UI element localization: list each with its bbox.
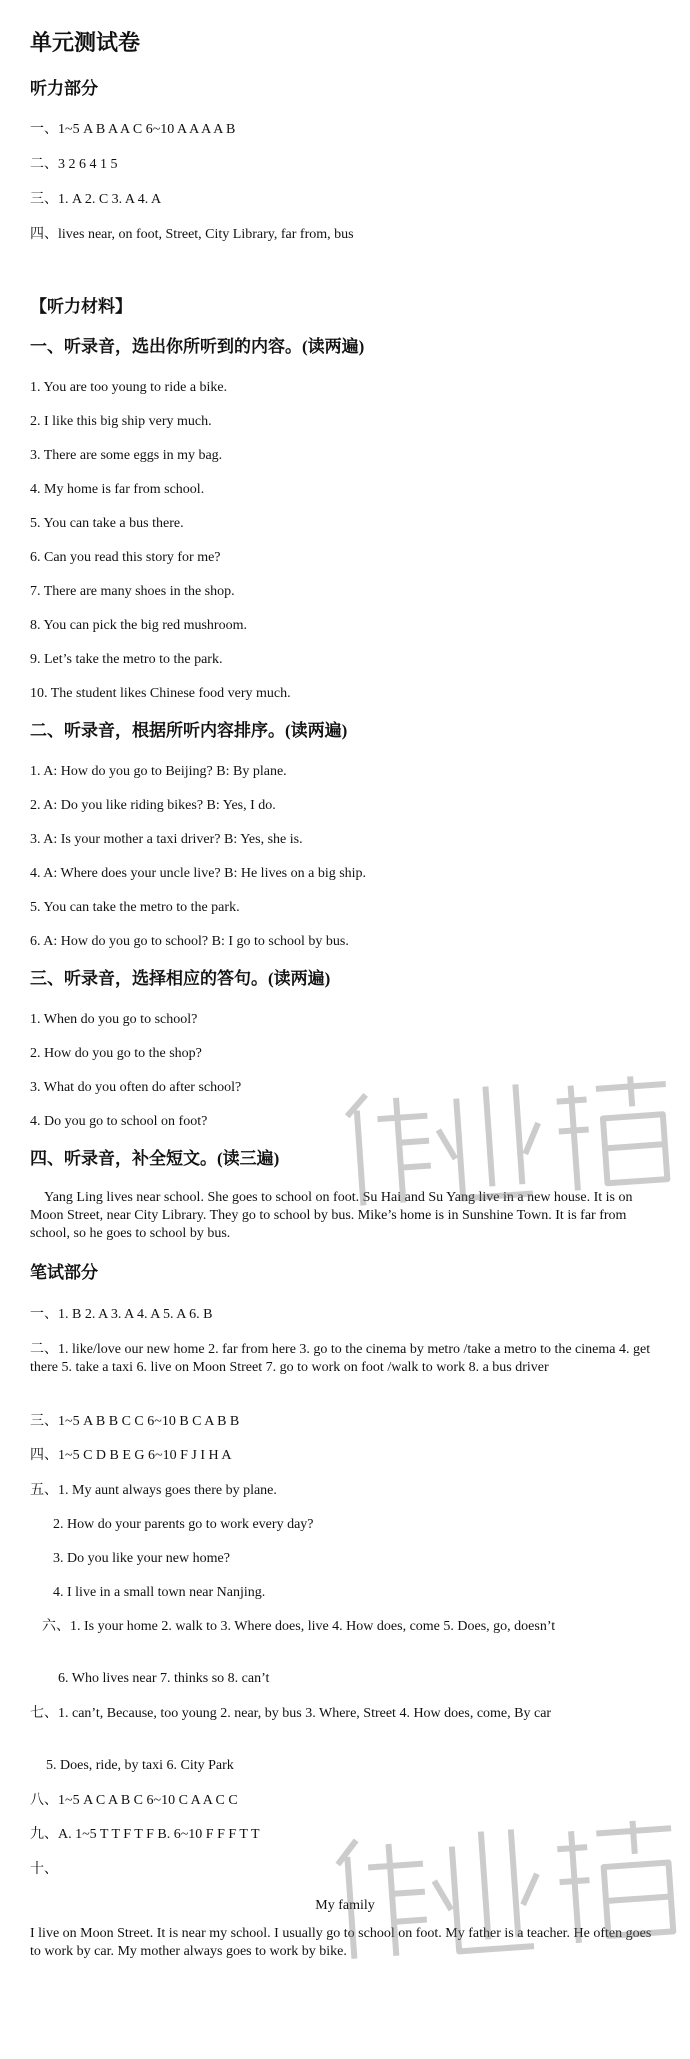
written-q5-line: 4. I live in a small town near Nanjing. xyxy=(53,1585,266,1600)
listening-answer-3: 三、1. A 2. C 3. A 4. A xyxy=(30,192,162,207)
written-q2: 二、1. like/love our new home 2. far from here 3. go to the cinema by metro /take a metro to the cinema 4. get there 5. take a taxi 6. live on Moon Street 7. go to work on foot /walk to work 8. a bus driver xyxy=(30,1342,651,1375)
sec3-item: 1. When do you go to school? xyxy=(30,1012,198,1027)
written-q5-line: 五、1. My aunt always goes there by plane. xyxy=(30,1483,277,1498)
listening-answer-2: 二、3 2 6 4 1 5 xyxy=(30,157,118,172)
written-q5-line: 3. Do you like your new home? xyxy=(53,1551,230,1566)
written-q4: 四、1~5 C D B E G 6~10 F J I H A xyxy=(30,1448,232,1463)
sec1-item: 2. I like this big ship very much. xyxy=(30,414,212,429)
listening-answer-4: 四、lives near, on foot, Street, City Library, far from, bus xyxy=(30,227,354,242)
sec4-passage: Yang Ling lives near school. She goes to school on foot. Su Hai and Su Yang live in a new house. It is on Moon Street, near City Library. They go to school by bus. Mike’s home is in Sunshine Town. It is far from school, so he goes to school by bus. xyxy=(30,1190,633,1241)
sec4-heading: 四、听录音，补全短文。(读三遍) xyxy=(30,1149,280,1168)
listening-answer-1: 一、1~5 A B A A C 6~10 A A A A B xyxy=(30,122,236,137)
sec2-item: 2. A: Do you like riding bikes? B: Yes, I do. xyxy=(30,798,276,813)
sec3-item: 3. What do you often do after school? xyxy=(30,1080,242,1095)
written-q6-line: 6. Who lives near 7. thinks so 8. can’t xyxy=(58,1671,270,1686)
written-heading: 笔试部分 xyxy=(30,1263,98,1282)
written-q7-line: 5. Does, ride, by taxi 6. City Park xyxy=(46,1758,234,1773)
essay-title: My family xyxy=(315,1898,375,1913)
sec2-heading: 二、听录音，根据所听内容排序。(读两遍) xyxy=(30,721,348,740)
sec2-item: 1. A: How do you go to Beijing? B: By plane. xyxy=(30,764,287,779)
materials-heading: 【听力材料】 xyxy=(30,297,132,316)
written-q1: 一、1. B 2. A 3. A 4. A 5. A 6. B xyxy=(30,1307,213,1322)
sec1-item: 4. My home is far from school. xyxy=(30,482,205,497)
written-q9: 九、A. 1~5 T T F T F B. 6~10 F F F T T xyxy=(30,1827,260,1842)
sec1-item: 8. You can pick the big red mushroom. xyxy=(30,618,247,633)
sec2-item: 5. You can take the metro to the park. xyxy=(30,900,240,915)
sec1-item: 5. You can take a bus there. xyxy=(30,516,184,531)
sec1-item: 3. There are some eggs in my bag. xyxy=(30,448,223,463)
sec1-item: 10. The student likes Chinese food very much. xyxy=(30,686,291,701)
written-q10: 十、 xyxy=(30,1862,58,1877)
essay-text: I live on Moon Street. It is near my school. I usually go to school on foot. My father is a teacher. He often goes to work by car. My mother always goes to work by bike. xyxy=(30,1926,652,1959)
page-title: 单元测试卷 xyxy=(30,30,141,55)
sec2-item: 4. A: Where does your uncle live? B: He lives on a big ship. xyxy=(30,866,367,881)
sec1-heading: 一、听录音，选出你所听到的内容。(读两遍) xyxy=(30,337,365,356)
written-q8: 八、1~5 A C A B C 6~10 C A A C C xyxy=(30,1793,238,1808)
sec3-item: 4. Do you go to school on foot? xyxy=(30,1114,208,1129)
sec3-heading: 三、听录音，选择相应的答句。(读两遍) xyxy=(30,969,331,988)
written-q6-line: 六、1. Is your home 2. walk to 3. Where does, live 4. How does, come 5. Does, go, doesn’t xyxy=(42,1619,556,1634)
written-q7-line: 七、1. can’t, Because, too young 2. near, by bus 3. Where, Street 4. How does, come, By car xyxy=(30,1706,552,1721)
written-q3: 三、1~5 A B B C C 6~10 B C A B B xyxy=(30,1414,240,1429)
listening-heading: 听力部分 xyxy=(30,79,98,98)
sec1-item: 7. There are many shoes in the shop. xyxy=(30,584,235,599)
sec1-item: 6. Can you read this story for me? xyxy=(30,550,221,565)
sec1-item: 9. Let’s take the metro to the park. xyxy=(30,652,223,667)
sec2-item: 6. A: How do you go to school? B: I go to school by bus. xyxy=(30,934,349,949)
written-q5-line: 2. How do your parents go to work every day? xyxy=(53,1517,314,1532)
sec2-item: 3. A: Is your mother a taxi driver? B: Yes, she is. xyxy=(30,832,303,847)
sec3-item: 2. How do you go to the shop? xyxy=(30,1046,202,1061)
sec1-item: 1. You are too young to ride a bike. xyxy=(30,380,228,395)
